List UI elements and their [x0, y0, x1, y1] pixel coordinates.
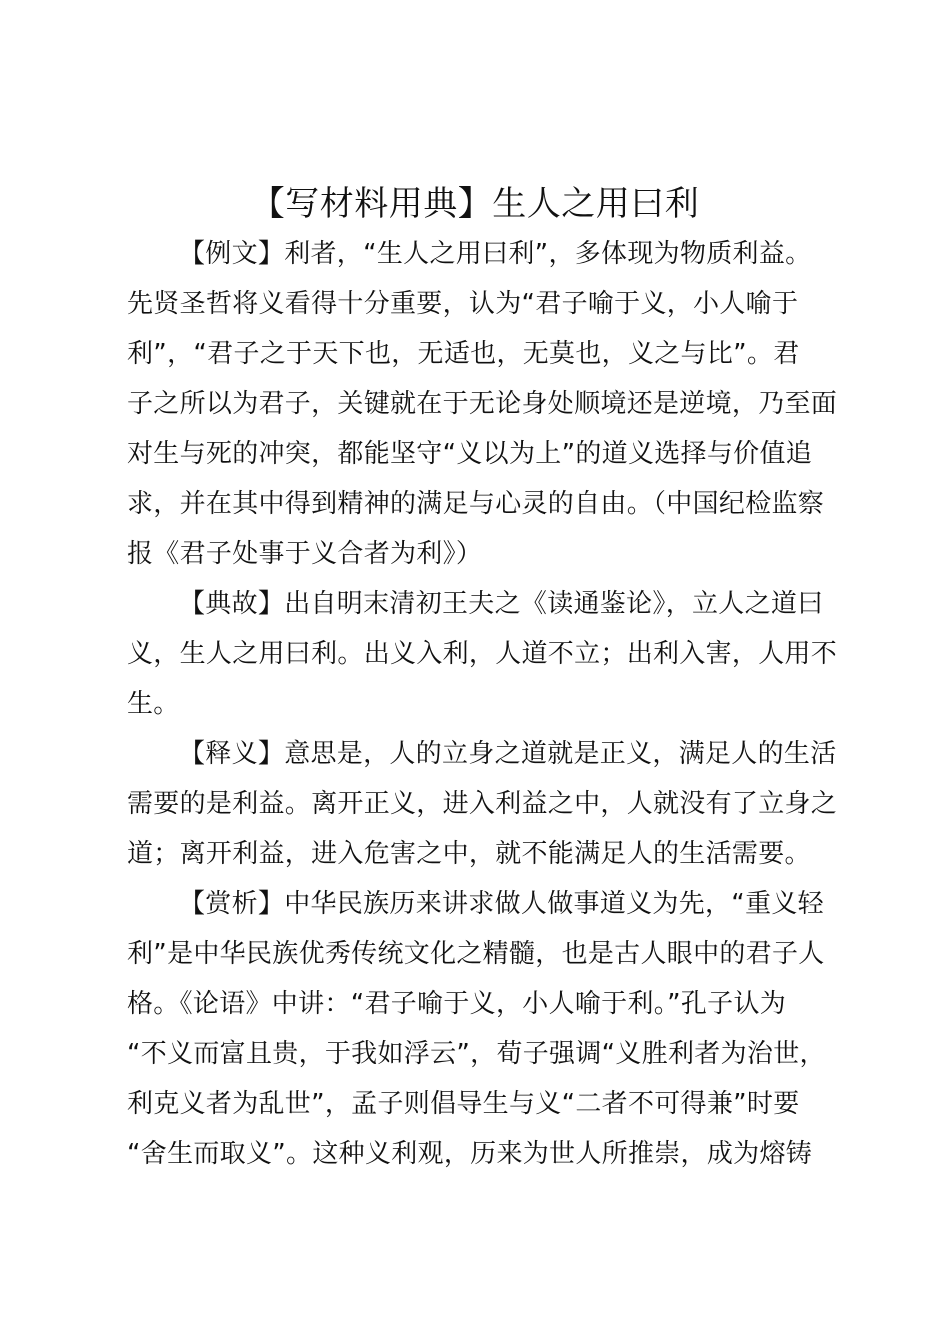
paragraph-example-line: 对生与死的冲突，都能坚守“义以为上”的道义选择与价值追: [127, 439, 813, 469]
paragraph-allusion-line: 【典故】出自明末清初王夫之《读通鉴论》，立人之道曰: [179, 589, 824, 619]
paragraph-example-line: 求，并在其中得到精神的满足与心灵的自由。（中国纪检监察: [127, 489, 825, 519]
paragraph-appreciation-line: 利克义者为乱世”，孟子则倡导生与义“二者不可得兼”时要: [127, 1089, 800, 1119]
paragraph-appreciation-line: “不义而富且贵，于我如浮云”，荀子强调“义胜利者为治世，: [127, 1039, 826, 1069]
paragraph-example-line: 【例文】利者，“生人之用曰利”，多体现为物质利益。: [179, 239, 812, 269]
paragraph-allusion-line: 生。: [127, 689, 180, 719]
paragraph-appreciation-line: “舍生而取义”。这种义利观，历来为世人所推崇，成为熔铸: [127, 1139, 813, 1169]
paragraph-example-line: 子之所以为君子，关键就在于无论身处顺境还是逆境，乃至面: [127, 389, 838, 419]
document-title: 【写材料用典】生人之用曰利: [250, 184, 700, 224]
paragraph-appreciation-line: 格。《论语》中讲：“君子喻于义，小人喻于利。”孔子认为: [127, 989, 787, 1019]
paragraph-meaning-line: 需要的是利益。离开正义，进入利益之中，人就没有了立身之: [127, 789, 838, 819]
paragraph-example-line: 报《君子处事于义合者为利》）: [127, 539, 483, 569]
paragraph-appreciation-line: 【赏析】中华民族历来讲求做人做事道义为先，“重义轻: [179, 889, 824, 919]
paragraph-meaning-line: 【释义】意思是，人的立身之道就是正义，满足人的生活: [179, 739, 837, 769]
paragraph-example-line: 利”，“君子之于天下也，无适也，无莫也，义之与比”。君: [127, 339, 800, 369]
paragraph-allusion-line: 义，生人之用曰利。出义入利，人道不立；出利入害，人用不: [127, 639, 838, 669]
paragraph-meaning-line: 道；离开利益，进入危害之中，就不能满足人的生活需要。: [127, 839, 811, 869]
paragraph-appreciation-line: 利”是中华民族优秀传统文化之精髓，也是古人眼中的君子人: [127, 939, 825, 969]
document-body: [127, 229, 837, 1179]
paragraph-example-line: 先贤圣哲将义看得十分重要，认为“君子喻于义，小人喻于: [127, 289, 799, 319]
